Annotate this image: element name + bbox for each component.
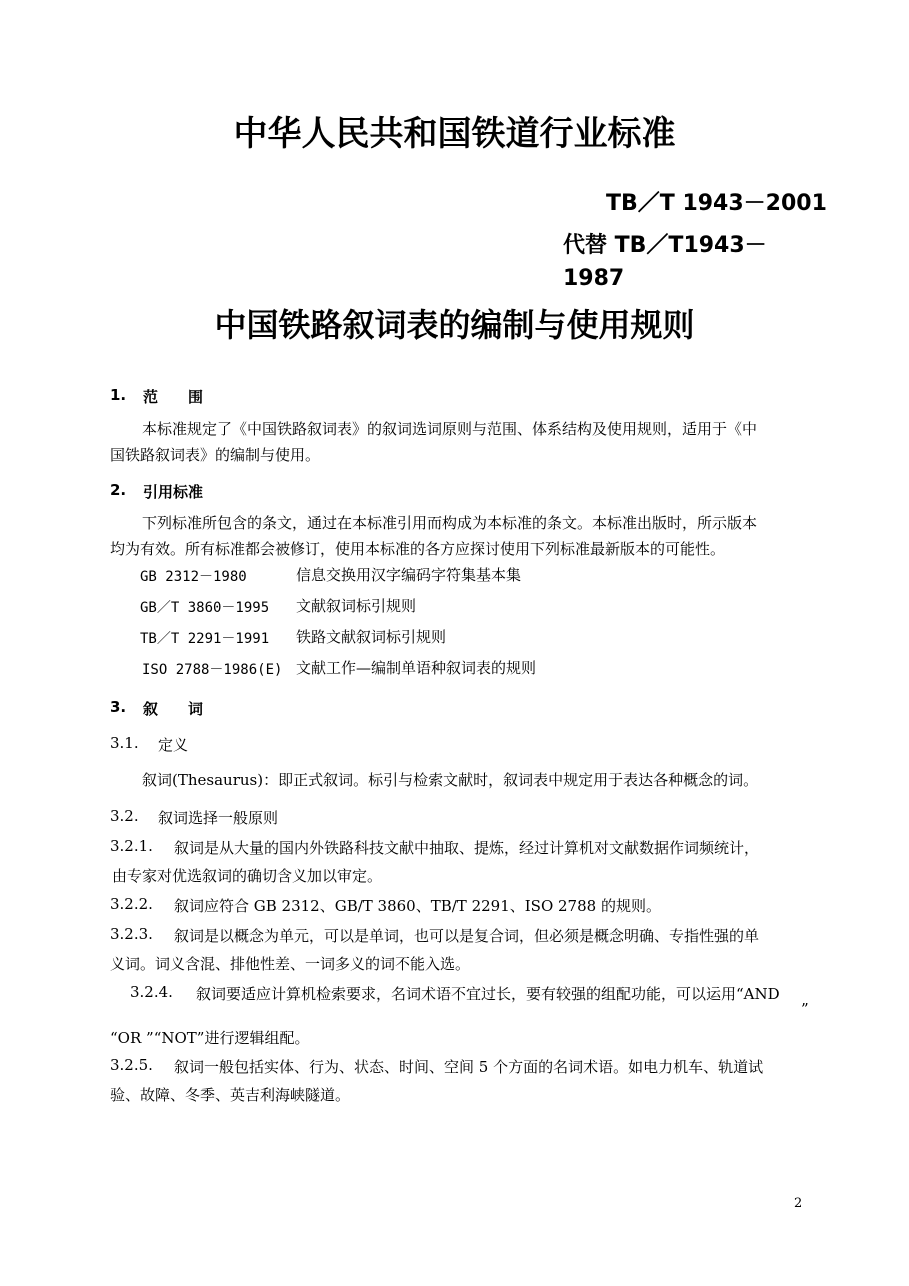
section-3-2-2-number: 3.2.2. (110, 895, 153, 913)
section-3-1-title: 定义 (158, 736, 189, 754)
section-3-2-5-line2: 验、故障、冬季、英吉利海峡隧道。 (110, 1086, 351, 1104)
reference-code: TB／T 2291－1991 (140, 631, 270, 647)
section-3-2-4-number: 3.2.4. (130, 983, 173, 1001)
section-2-number: 2. (110, 481, 127, 499)
reference-name: 文献工作—编制单语种叙词表的规则 (296, 659, 537, 677)
page-number: 2 (794, 1196, 803, 1211)
replaces-line2: 1987 (563, 266, 625, 291)
section-3-1-number: 3.1. (110, 734, 139, 752)
reference-code: ISO 2788－1986(E) (142, 662, 283, 678)
section-3-2-2-line1: 叙词应符合 GB 2312、GB/T 3860、TB/T 2291、ISO 2788 的规则。 (174, 897, 661, 915)
section-3-2-4-line1: 叙词要适应计算机检索要求，名词术语不宜过长，要有较强的组配功能，可以运用“AND (196, 985, 780, 1003)
section-3-2-3-number: 3.2.3. (110, 925, 153, 943)
reference-name: 信息交换用汉字编码字符集基本集 (296, 566, 522, 584)
section-3-2-1-line1: 叙词是从大量的国内外铁路科技文献中抽取、提炼，经过计算机对文献数据作词频统计， (174, 839, 760, 857)
section-3-2-title: 叙词选择一般原则 (158, 809, 279, 827)
section-3-2-1-number: 3.2.1. (110, 837, 153, 855)
section-1-para-line1: 本标准规定了《中国铁路叙词表》的叙词选词原则与范围、体系结构及使用规则，适用于《中 (142, 420, 758, 438)
reference-code: GB 2312－1980 (140, 569, 247, 585)
document-title: 中国铁路叙词表的编制与使用规则 (214, 306, 695, 344)
section-3-2-5-line1: 叙词一般包括实体、行为、状态、时间、空间 5 个方面的名词术语。如电力机车、轨道试 (174, 1058, 764, 1076)
replaces-line1: 代替 TB／T1943－ (563, 233, 767, 258)
section-3-number: 3. (110, 698, 127, 716)
reference-name: 铁路文献叙词标引规则 (296, 628, 447, 646)
section-3-2-4-closing-quote: ” (801, 1000, 809, 1018)
section-2-para-line1: 下列标准所包含的条文，通过在本标准引用而构成为本标准的条文。本标准出版时，所示版本 (142, 514, 758, 532)
org-title: 中华人民共和国铁道行业标准 (233, 114, 676, 154)
section-3-title: 叙 词 (143, 700, 204, 718)
section-3-1-para: 叙词(Thesaurus)：即正式叙词。标引与检索文献时，叙词表中规定用于表达各种概念的词。 (142, 771, 759, 789)
section-1-number: 1. (110, 386, 127, 404)
section-2-title: 引用标准 (143, 483, 204, 501)
section-3-2-1-line2: 由专家对优选叙词的确切含义加以审定。 (112, 867, 383, 885)
section-3-2-4-line2: “OR ”“NOT”进行逻辑组配。 (110, 1029, 310, 1047)
section-3-2-number: 3.2. (110, 807, 139, 825)
section-1-title: 范 围 (143, 388, 204, 406)
standard-number: TB／T 1943－2001 (606, 191, 827, 216)
reference-code: GB／T 3860－1995 (140, 600, 270, 616)
reference-name: 文献叙词标引规则 (296, 597, 417, 615)
section-3-2-5-number: 3.2.5. (110, 1056, 153, 1074)
section-2-para-line2: 均为有效。所有标准都会被修订，使用本标准的各方应探讨使用下列标准最新版本的可能性。 (110, 540, 726, 558)
section-3-2-3-line1: 叙词是以概念为单元，可以是单词，也可以是复合词，但必须是概念明确、专指性强的单 (174, 927, 760, 945)
section-1-para-line2: 国铁路叙词表》的编制与使用。 (110, 446, 321, 464)
section-3-2-3-line2: 义词。词义含混、排他性差、一词多义的词不能入选。 (110, 955, 471, 973)
